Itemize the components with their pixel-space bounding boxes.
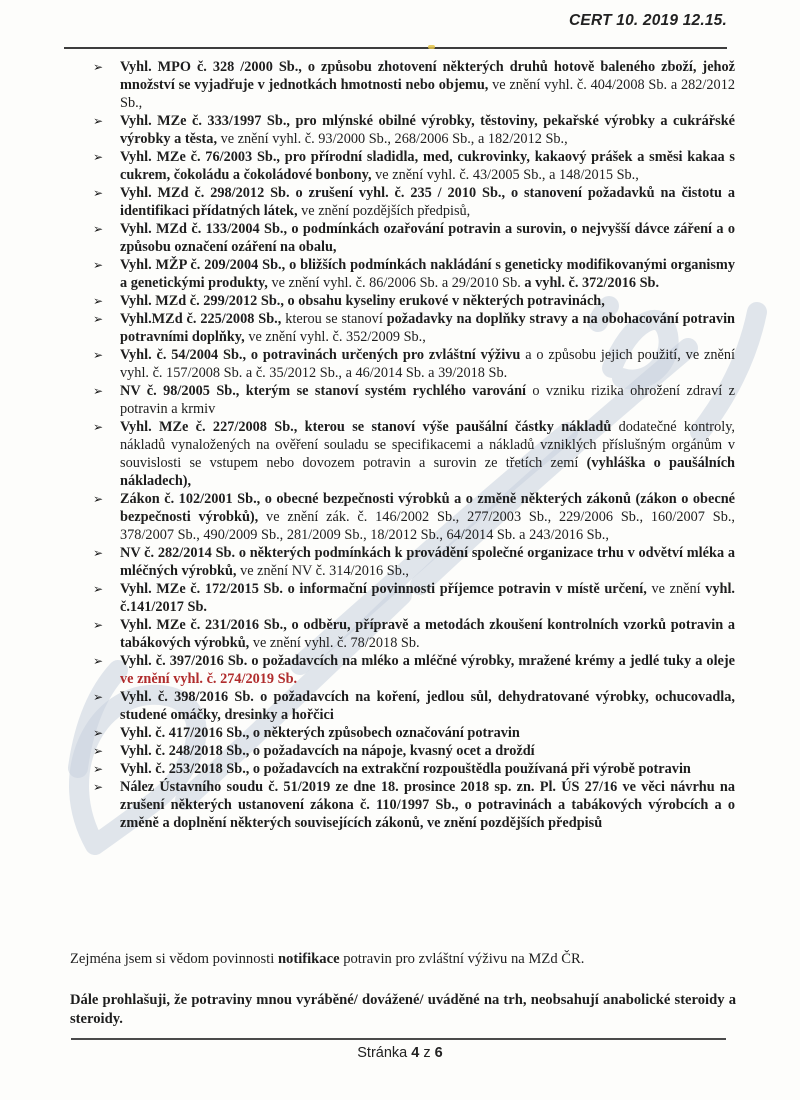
text-run: notifikace [277,951,340,967]
list-item-text [120,544,735,580]
list-item-text [120,220,735,256]
list-item-text [120,778,735,832]
arrow-bullet-icon: ➢ [93,114,104,128]
list-item [93,184,735,220]
arrow-bullet-icon: ➢ [93,762,104,776]
cert-stamp-text: CERT 10. 2019 12.15. [569,12,727,29]
text-run: a o způsobu jejich použití, ve znění vyhl. č. 157/2008 Sb. a č. 35/2012 Sb., a 46/2014 Sb. a 39/2018 Sb. [120,347,735,381]
text-run: Vyhl. č. 248/2018 Sb., o požadavcích na nápoje, kvasný ocet a droždí [120,743,535,759]
text-run: Vyhl.MZd č. 225/2008 Sb., [120,311,282,327]
declaration-paragraphs [70,950,736,1030]
text-run: ve znění pozdějších předpisů, [297,203,471,219]
list-item [93,310,735,346]
text-run: Vyhl. MPO č. 328 /2000 Sb., o způsobu zhotovení některých druhů hotově baleného zboží, jehož množství se vyjadřuje v jednotkách hmotnosti nebo objemu, [120,59,735,93]
text-run: Vyhl. MZd č. 299/2012 Sb., o obsahu kyseliny erukové v některých potravinách, [120,293,605,309]
list-item-text [120,58,735,112]
text-run: Vyhl. MZd č. 133/2004 Sb., o podmínkách ozařování potravin a surovin, o nejvyšší dávce záření a o způsobu označení ozáření na obalu, [120,221,735,255]
arrow-bullet-icon: ➢ [93,384,104,398]
declaration-paragraph [70,991,736,1030]
list-item [93,580,735,616]
amendment-red-text: ve znění vyhl. č. 274/2019 Sb. [120,671,298,687]
list-item [93,490,735,544]
list-item-text [120,112,735,148]
text-run: vyhl. č.141/2017 Sb. [120,581,735,615]
text-run: Dále prohlašuji, že potraviny mnou vyráběné/ dovážené/ uváděné na trh, neobsahují anabolické steroidy a steroidy. [70,991,736,1027]
footer-divider [71,1038,726,1040]
text-run: Vyhl. č. 397/2016 Sb. o požadavcích na mléko a mléčné výrobky, mražené krémy a jedlé tuky a oleje [120,653,735,669]
arrow-bullet-icon: ➢ [93,492,104,506]
notification-paragraph [70,950,736,970]
list-item [93,256,735,292]
arrow-bullet-icon: ➢ [93,312,104,326]
arrow-bullet-icon: ➢ [93,726,104,740]
text-run: ve znění zák. č. 146/2002 Sb., 277/2003 Sb., 229/2006 Sb., 160/2007 Sb., 378/2007 Sb., 490/2009 Sb., 281/2009 Sb., 18/2012 Sb., 64/2014 Sb. a 243/2016 Sb., [120,509,735,543]
list-item [93,382,735,418]
list-item-text [120,742,735,760]
arrow-bullet-icon: ➢ [93,258,104,272]
arrow-bullet-icon: ➢ [93,690,104,704]
header-divider [64,47,727,49]
text-run: ve znění [646,581,706,597]
text-run: NV č. 282/2014 Sb. o některých podmínkách k provádění společné organizace trhu v odvětví mléka a mléčných výrobků, [120,545,735,579]
text-run: 4 [411,1045,420,1061]
arrow-bullet-icon: ➢ [93,150,104,164]
list-item [93,742,735,760]
arrow-bullet-icon: ➢ [93,294,104,308]
arrow-bullet-icon: ➢ [93,60,104,74]
text-run: 6 [434,1045,443,1061]
text-run: Vyhl. MZe č. 231/2016 Sb., o odběru, přípravě a metodách zkoušení kontrolních vzorků potravin a tabákových výrobků, [120,617,735,651]
list-item-text [120,256,735,292]
page-number [0,1045,800,1061]
list-item-text [120,310,735,346]
list-item [93,418,735,490]
text-run: Nález Ústavního soudu č. 51/2019 ze dne 18. prosince 2018 sp. zn. Pl. ÚS 27/16 ve věci návrhu na zrušení některých ustanovení zákona č. 110/1997 Sb., o potravinách a tabákových výrobcích a o změně a doplnění některých souvisejících zákonů, ve znění pozdějších předpisů [120,779,735,831]
list-item [93,778,735,832]
list-item [93,346,735,382]
text-run: Vyhl. č. 398/2016 Sb. o požadavcích na koření, jedlou sůl, dehydratované výrobky, ochucovadla, studené omáčky, dresinky a hořčici [120,689,735,723]
text-run: Vyhl. č. 417/2016 Sb., o některých způsobech označování potravin [120,725,520,741]
text-run: požadavky na doplňky stravy a na obohacování potravin potravními doplňky, [120,311,735,345]
text-run: Vyhl. MZd č. 298/2012 Sb. o zrušení vyhl. č. 235 / 2010 Sb., o stanovení požadavků na čistotu a identifikaci přídatných látek, [120,185,735,219]
list-item [93,112,735,148]
list-item-text [120,184,735,220]
list-item [93,292,735,310]
text-run: a vyhl. č. 372/2016 Sb. [524,275,660,291]
list-item [93,652,735,688]
text-run: z [419,1045,435,1061]
text-run: Vyhl. MŽP č. 209/2004 Sb., o bližších podmínkách nakládání s geneticky modifikovanými organismy a genetickými produkty, [120,257,735,291]
list-item-text [120,148,735,184]
text-run: Vyhl. MZe č. 76/2003 Sb., pro přírodní sladidla, med, cukrovinky, kakaový prášek a směsi kakaa s cukrem, čokoládu a čokoládové bonbony, [120,149,735,183]
list-item-text [120,760,735,778]
text-run: potravin pro zvláštní výživu na MZd ČR. [339,951,585,967]
text-run: Vyhl. MZe č. 333/1997 Sb., pro mlýnské obilné výrobky, těstoviny, pekařské výrobky a cukrářské výrobky a těsta, [120,113,735,147]
list-item-text [120,382,735,418]
list-item-text [120,724,735,742]
list-item-text [120,616,735,652]
text-run: kterou se stanoví [281,311,387,327]
list-item-text [120,292,735,310]
text-run: ve znění vyhl. č. 78/2018 Sb. [249,635,420,651]
text-run: o vzniku rizika ohrožení zdraví z potravin a krmiv [120,383,735,417]
list-item [93,616,735,652]
list-item-text [120,580,735,616]
text-run: ve znění vyhl. č. 93/2000 Sb., 268/2006 Sb., a 182/2012 Sb., [217,131,568,147]
text-run: ve znění vyhl. č. 352/2009 Sb., [244,329,426,345]
text-run: ve znění vyhl. č. 43/2005 Sb., a 148/2015 Sb., [371,167,639,183]
text-run: ve znění vyhl. č. 404/2008 Sb. a 282/2012 Sb., [120,77,735,111]
text-run: ve znění vyhl. č. 86/2006 Sb. a 29/2010 Sb. [267,275,525,291]
scan-artifact-dot [428,45,435,49]
list-item [93,760,735,778]
list-item [93,544,735,580]
list-item-text [120,346,735,382]
text-run: Vyhl. č. 253/2018 Sb., o požadavcích na extrakční rozpouštědla používaná při výrobě potravin [120,761,691,777]
arrow-bullet-icon: ➢ [93,744,104,758]
arrow-bullet-icon: ➢ [93,186,104,200]
arrow-bullet-icon: ➢ [93,582,104,596]
list-item-text [120,688,735,724]
list-item-text [120,490,735,544]
text-run: NV č. 98/2005 Sb., kterým se stanoví systém rychlého varování [120,383,526,399]
text-run: (vyhláška o paušálních nákladech), [120,455,735,489]
list-item-text [120,418,735,490]
arrow-bullet-icon: ➢ [93,618,104,632]
text-run: Stránka [357,1045,412,1061]
arrow-bullet-icon: ➢ [93,546,104,560]
text-run: dodatečné kontroly, nákladů vynaložených na ověření souladu se specifikacemi a nákladů vzniklých příslušným orgánům v souvislosti se vstupem nebo dovozem potravin a surovin ze třetích zemí [120,419,735,471]
text-run: ve znění NV č. 314/2016 Sb., [236,563,409,579]
arrow-bullet-icon: ➢ [93,420,104,434]
text-run: Vyhl. č. 54/2004 Sb., o potravinách určených pro zvláštní výživu [120,347,521,363]
arrow-bullet-icon: ➢ [93,348,104,362]
arrow-bullet-icon: ➢ [93,654,104,668]
list-item [93,58,735,112]
text-run: Zejména jsem si vědom povinnosti [70,951,278,967]
list-item [93,724,735,742]
list-item [93,688,735,724]
list-item-text [120,652,735,688]
regulation-list [93,58,735,832]
text-run: Zákon č. 102/2001 Sb., o obecné bezpečnosti výrobků a o změně některých zákonů (zákon o obecné bezpečnosti výrobků), [120,491,735,525]
text-run: Vyhl. MZe č. 227/2008 Sb., kterou se stanoví výše paušální částky nákladů [120,419,612,435]
list-item [93,148,735,184]
arrow-bullet-icon: ➢ [93,222,104,236]
text-run: Vyhl. MZe č. 172/2015 Sb. o informační povinnosti příjemce potravin v místě určení, [120,581,647,597]
arrow-bullet-icon: ➢ [93,780,104,794]
list-item [93,220,735,256]
